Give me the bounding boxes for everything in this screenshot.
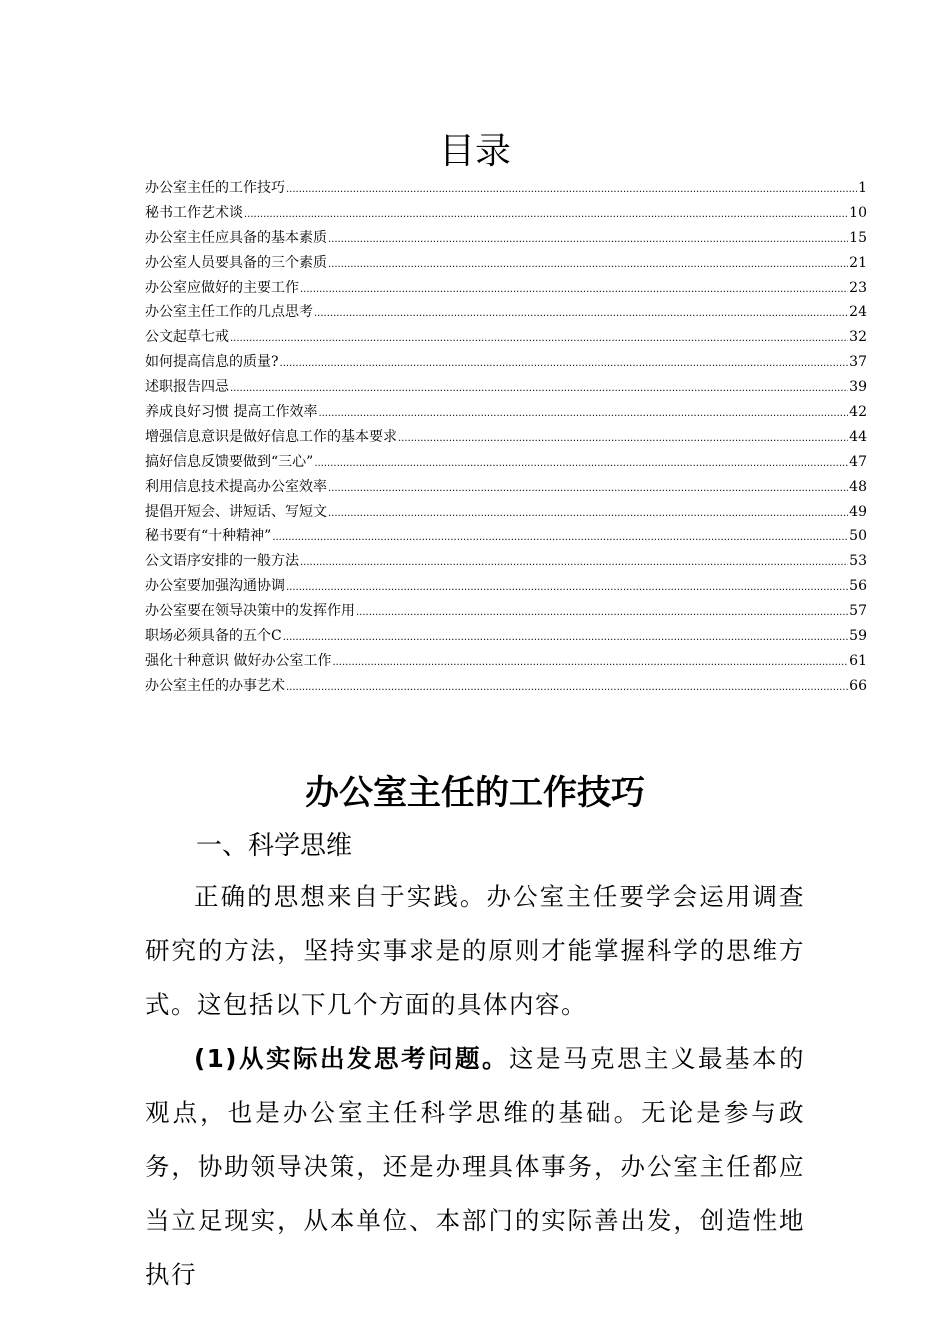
toc-dot-leader [230,375,848,402]
toc-entry-page: 1 [858,180,867,196]
toc-dot-leader [328,500,848,527]
paragraph-2 [145,1032,805,1302]
toc-entry[interactable] [145,549,867,574]
toc-entry-page: 50 [849,528,867,545]
toc-dot-leader [398,425,848,452]
toc-entry-page: 21 [849,254,867,271]
toc-entry[interactable] [145,475,867,500]
toc-dot-leader [280,350,849,377]
toc-entry-title: 增强信息意识是做好信息工作的基本要求 [145,428,397,445]
toc-dot-leader [314,300,848,327]
toc-dot-leader [230,325,848,352]
toc-entry-title: 搞好信息反馈要做到“三心” [145,453,314,470]
toc-entry-page: 57 [849,603,867,620]
toc-entry[interactable] [145,226,867,251]
toc-entry[interactable] [145,624,867,649]
toc-entry[interactable] [145,574,867,599]
toc-entry[interactable] [145,300,867,325]
paragraph-1: 正确的思想来自于实践。办公室主任要学会运用调查研究的方法，坚持实事求是的原则才能掌握科学的思维方式。这包括以下几个方面的具体内容。 [145,882,805,1019]
toc-entry-page: 59 [849,628,867,645]
toc-entry[interactable] [145,375,867,400]
toc-dot-leader [332,649,848,676]
toc-entry-page: 23 [849,279,867,296]
toc-entry[interactable] [145,599,867,624]
toc-entry-title: 利用信息技术提高办公室效率 [145,478,327,495]
toc-entry[interactable] [145,500,867,525]
toc-entry-page: 53 [849,553,867,570]
toc-entry-title: 公文起草七戒 [145,329,229,346]
toc-entry[interactable] [145,674,867,699]
toc-entry-title: 办公室主任工作的几点思考 [145,304,313,321]
toc-dot-leader [328,251,848,278]
toc-entry-page: 47 [849,453,867,470]
toc-entry-title: 强化十种意识 做好办公室工作 [145,652,332,669]
article-body [145,870,805,1302]
toc-dot-leader [314,450,848,477]
toc-entry-page: 44 [849,428,867,445]
toc-entry[interactable] [145,524,867,549]
toc-entry-page: 56 [849,578,867,595]
toc-entry-title: 办公室主任的办事艺术 [145,677,285,694]
toc-entry[interactable] [145,251,867,276]
toc-dot-leader [300,276,848,303]
toc-entry[interactable] [145,276,867,301]
toc-entry-title: 养成良好习惯 提高工作效率 [145,404,318,421]
toc-entry-title: 如何提高信息的质量? [145,354,279,371]
toc-dot-leader [286,574,848,601]
toc-entry[interactable] [145,400,867,425]
paragraph-2-text: 这是马克思主义最基本的观点，也是办公室主任科学思维的基础。无论是参与政务，协助领导决策，还是办理具体事务，办公室主任都应当立足现实，从本单位、本部门的实际善出发，创造性地执行 [145,1044,805,1289]
toc-dot-leader [283,624,848,651]
toc-entry[interactable] [145,425,867,450]
paragraph-2-bold-lead: (1)从实际出发思考问题。 [194,1044,509,1073]
toc-dot-leader [328,475,848,502]
toc-entry-page: 39 [849,379,867,396]
toc-entry-title: 办公室主任应具备的基本素质 [145,229,327,246]
toc-entry-page: 49 [849,503,867,520]
table-of-contents [145,176,867,699]
toc-dot-leader [286,176,857,203]
toc-dot-leader [286,674,848,701]
toc-entry-title: 公文语序安排的一般方法 [145,553,299,570]
toc-entry-title: 办公室要在领导决策中的发挥作用 [145,603,355,620]
toc-title: 目录 [438,131,511,172]
toc-entry-title: 办公室要加强沟通协调 [145,578,285,595]
toc-dot-leader [300,549,848,576]
toc-dot-leader [244,201,848,228]
article-title: 办公室主任的工作技巧 [305,773,645,813]
toc-dot-leader [272,524,848,551]
toc-entry[interactable] [145,649,867,674]
toc-entry-page: 15 [849,229,867,246]
toc-entry-title: 秘书要有“十种精神” [145,528,272,545]
toc-entry-page: 66 [849,677,867,694]
toc-entry-page: 42 [849,404,867,421]
toc-entry-title: 职场必须具备的五个C [145,628,282,645]
toc-dot-leader [356,599,848,626]
toc-dot-leader [318,400,848,427]
toc-entry-title: 办公室应做好的主要工作 [145,279,299,296]
toc-entry[interactable] [145,325,867,350]
toc-entry[interactable] [145,176,867,201]
toc-entry-title: 秘书工作艺术谈 [145,204,243,221]
toc-entry-title: 办公室人员要具备的三个素质 [145,254,327,271]
toc-entry-page: 24 [849,304,867,321]
toc-entry-page: 32 [849,329,867,346]
toc-entry[interactable] [145,350,867,375]
toc-entry-title: 办公室主任的工作技巧 [145,180,285,196]
toc-entry-page: 61 [849,652,867,669]
toc-entry[interactable] [145,450,867,475]
section-heading: 一、科学思维 [196,831,353,861]
toc-entry-page: 48 [849,478,867,495]
toc-entry-page: 37 [849,354,867,371]
toc-entry-title: 提倡开短会、讲短话、写短文 [145,503,327,520]
toc-entry[interactable] [145,201,867,226]
toc-entry-title: 述职报告四忌 [145,379,229,396]
toc-entry-page: 10 [849,204,867,221]
toc-dot-leader [328,226,848,253]
